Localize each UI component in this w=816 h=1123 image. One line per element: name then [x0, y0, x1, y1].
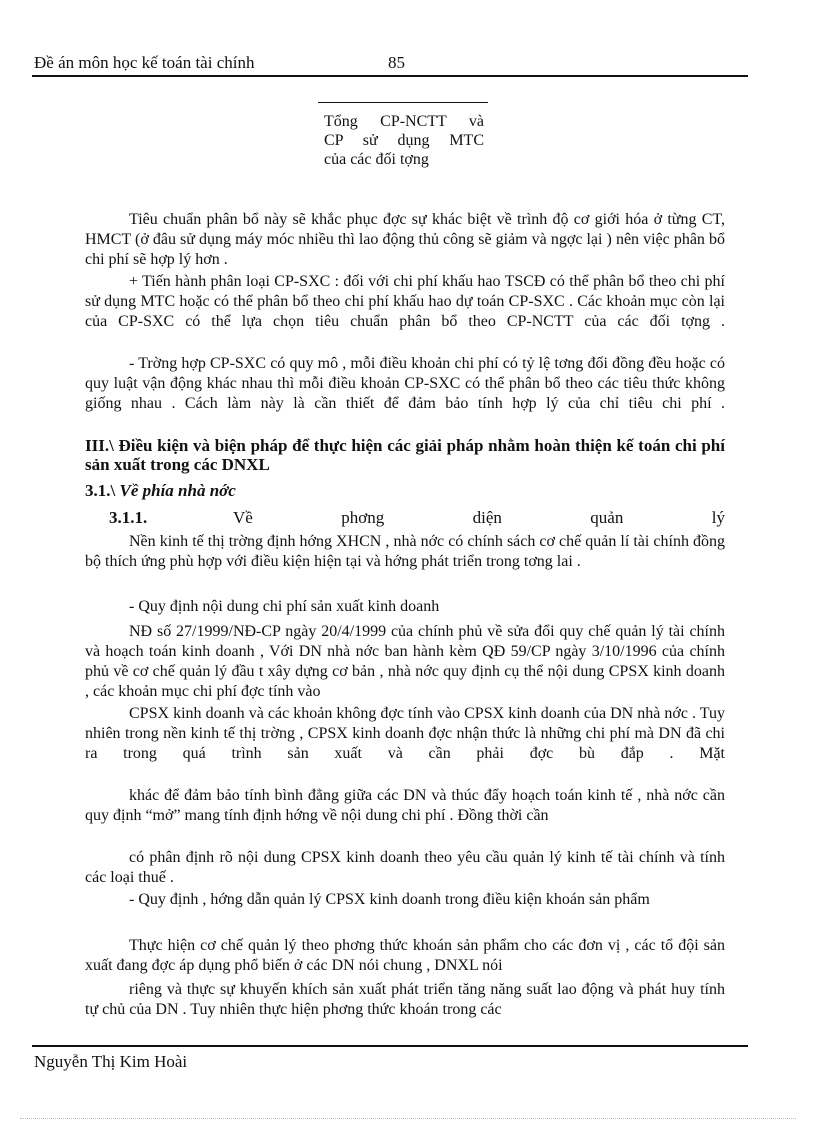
- page-number: 85: [388, 53, 405, 72]
- header-rule: [32, 75, 748, 77]
- paragraph-7: khác để đảm bảo tính bình đẳng giữa các DN và thúc đẩy hoạch toán kinh tế , nhà nớc cần quy định “mở” mang tính định hớng về nội dung chi phí . Đồng thời cần: [85, 787, 725, 824]
- paragraph-2: + Tiến hành phân loại CP-SXC : đối với chi phí khấu hao TSCĐ có thể phân bổ theo chi phí sử dụng MTC hoặc có thể phân bổ theo chi phí khấu hao dự toán CP-SXC . Các khoản mục còn lại của CP-SXC có thể lựa chọn tiêu chuẩn phân bổ theo CP-NCTT của các đối tợng .: [85, 273, 725, 330]
- fraction-line-3: của các đối tợng: [324, 151, 429, 168]
- paragraph-5: NĐ số 27/1999/NĐ-CP ngày 20/4/1999 của chính phủ về sửa đổi quy chế quản lý tài chính và hoạch toán kinh doanh , Với DN nhà nớc ban hành kèm QĐ 59/CP ngày 3/10/1996 của chính phủ về cơ chế quản lý đầu t xây dựng cơ bản , nhà nớc quy định cụ thể nội dung CPSX kinh doanh , các khoản mục chi phí đợc tính vào: [85, 623, 725, 700]
- section-heading-iii: III.\ Điều kiện và biện pháp để thực hiện các giải pháp nhằm hoàn thiện kế toán chi phí sản xuất trong các DNXL: [85, 436, 725, 474]
- paragraph-10: riêng và thực sự khuyến khích sản xuất phát triển tăng năng suất lao động và phát huy tính tự chủ của DN . Tuy nhiên thực hiện phơng thức khoán trong các: [85, 981, 725, 1018]
- fraction-line-1: Tổng CP-NCTT và: [324, 113, 484, 130]
- bullet-1: - Quy định nội dung chi phí sản xuất kinh doanh: [129, 598, 440, 615]
- paragraph-8: có phân định rõ nội dung CPSX kinh doanh theo yêu cầu quản lý kinh tế tài chính và tính các loại thuế .: [85, 849, 725, 886]
- section-heading-3-1: [85, 481, 236, 501]
- paragraph-9: Thực hiện cơ chế quản lý theo phơng thức khoán sản phẩm cho các đơn vị , các tổ đội sản xuất đang đợc áp dụng phổ biến ở các DN nói chung , DNXL nói: [85, 937, 725, 974]
- footer-author: Nguyễn Thị Kim Hoài: [34, 1052, 188, 1071]
- paragraph-4: Nền kinh tế thị trờng định hớng XHCN , nhà nớc có chính sách cơ chế quản lí tài chính đồng bộ thích ứng phù hợp với điều kiện hiện tại và hớng phát triển trong tơng lai .: [85, 533, 725, 570]
- footer-rule: [32, 1045, 748, 1047]
- page-bottom-edge: [20, 1118, 796, 1119]
- fraction-line-2: CP sử dụng MTC: [324, 132, 484, 149]
- paragraph-6: CPSX kinh doanh và các khoản không đợc tính vào CPSX kinh doanh của DN nhà nớc . Tuy nhiên trong nền kinh tế thị trờng , CPSX kinh doanh đợc nhận thức là những chi phí mà DN đã chi ra trong quá trình sản xuất và cần phải đợc bù đắp . Mặt: [85, 705, 725, 762]
- paragraph-3: - Trờng hợp CP-SXC có quy mô , mỗi điều khoản chi phí có tỷ lệ tơng đối đồng đều hoặc có quy luật vận động khác nhau thì mỗi điều khoản CP-SXC có thể phân bổ theo các tiêu thức không giống nhau . Cách làm này là cần thiết để đảm bảo tính hợp lý của chỉ tiêu chi phí .: [85, 355, 725, 412]
- paragraph-1: Tiêu chuẩn phân bổ này sẽ khắc phục đợc sự khác biệt về trình độ cơ giới hóa ở từng CT, HMCT (ở đâu sử dụng máy móc nhiều thì lao động thủ công sẽ giảm và ngợc lại ) nên việc phân bổ chi phí sẽ hợp lý hơn .: [85, 211, 725, 268]
- header-title: Đề án môn học kế toán tài chính: [34, 53, 255, 72]
- heading-3-1-text: Về phía nhà nớc: [119, 481, 236, 500]
- heading-3-1-number: 3.1.\: [85, 481, 116, 500]
- fraction-denominator: [324, 112, 484, 169]
- bullet-2: - Quy định , hớng dẫn quản lý CPSX kinh doanh trong điều kiện khoán sản phẩm: [129, 891, 650, 908]
- subheading-3-1-1-text: Về phơng diện quản lý: [233, 508, 725, 527]
- fraction-bar: [318, 102, 488, 103]
- subheading-3-1-1-number: 3.1.1.: [109, 508, 148, 527]
